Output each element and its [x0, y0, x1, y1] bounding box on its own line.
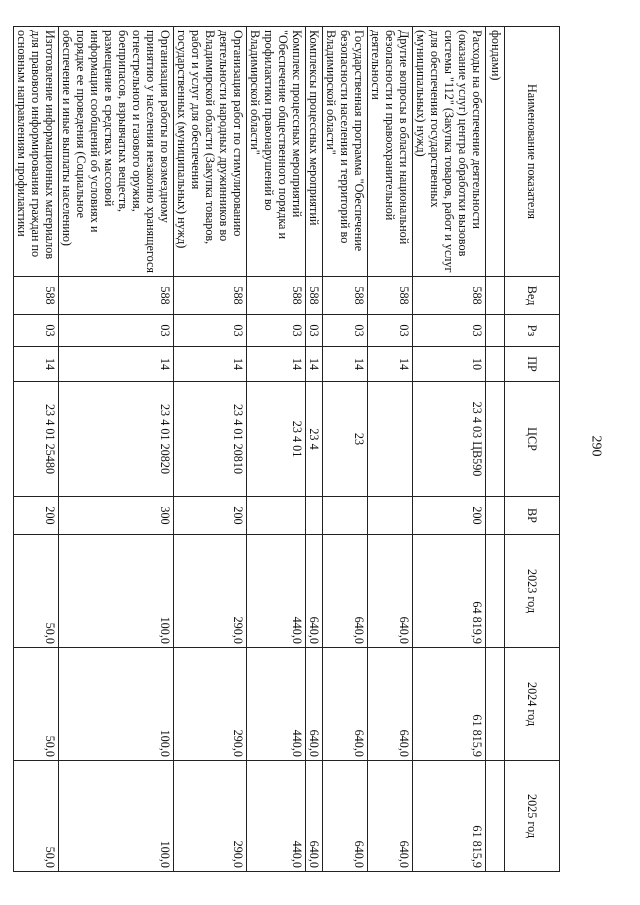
cell-name: Государственная программа "Обеспечение безопасности населения и территорий во Владимирской области"	[323, 27, 368, 277]
cell-pr: 14	[323, 347, 368, 382]
cell-name: Другие вопросы в области национальной безопасности и правоохранительной деятельности	[368, 27, 413, 277]
cell-ved: 588	[174, 277, 247, 315]
cell-csr: 23 4 01 20820	[59, 382, 174, 497]
cell-2023: 440,0	[247, 535, 306, 648]
cell-2024: 640,0	[368, 648, 413, 761]
page-number: 290	[588, 435, 604, 457]
cell-rz: 03	[247, 315, 306, 347]
cell-pr: 10	[413, 347, 486, 382]
header-rz: Рз	[505, 315, 560, 347]
cell-2025: 50,0	[14, 761, 59, 872]
cell-2025: 640,0	[323, 761, 368, 872]
cell-rz: 03	[368, 315, 413, 347]
cell-pr: 14	[306, 347, 323, 382]
header-vr: ВР	[505, 497, 560, 535]
cell-2024: 440,0	[247, 648, 306, 761]
cell-csr: 23 4 03 ЦВ590	[413, 382, 486, 497]
cell-2023: 100,0	[59, 535, 174, 648]
cell-2023	[486, 535, 505, 648]
cell-pr	[486, 347, 505, 382]
cell-rz: 03	[323, 315, 368, 347]
cell-csr: 23 4 01 20810	[174, 382, 247, 497]
cell-name: Комплекс процессных мероприятий "Обеспечение общественного порядка и профилактики правонарушений во Владимирской области"	[247, 27, 306, 277]
cell-pr: 14	[247, 347, 306, 382]
header-2025: 2025 год	[505, 761, 560, 872]
cell-rz: 03	[174, 315, 247, 347]
cell-ved	[486, 277, 505, 315]
cell-2024: 290,0	[174, 648, 247, 761]
cell-csr	[486, 382, 505, 497]
table-row	[413, 27, 486, 872]
cell-vr: 200	[14, 497, 59, 535]
cell-ved: 588	[368, 277, 413, 315]
header-pr: ПР	[505, 347, 560, 382]
cell-rz	[486, 315, 505, 347]
cell-2025: 640,0	[306, 761, 323, 872]
cell-2025: 640,0	[368, 761, 413, 872]
header-2024: 2024 год	[505, 648, 560, 761]
cell-csr	[368, 382, 413, 497]
cell-ved: 588	[306, 277, 323, 315]
cell-vr	[323, 497, 368, 535]
budget-table	[13, 26, 560, 872]
cell-2023: 640,0	[306, 535, 323, 648]
cell-2024: 50,0	[14, 648, 59, 761]
cell-2024: 640,0	[306, 648, 323, 761]
cell-ved: 588	[59, 277, 174, 315]
cell-csr: 23	[323, 382, 368, 497]
cell-ved: 588	[413, 277, 486, 315]
cell-name: Организация работы по возмездному принятию у населения незаконно хранящегося огнестрельного и газового оружия, боеприпасов, взрывчатых веществ, размещение в средствах массовой информации сообщений об условиях и порядке ее проведения (Социальное обеспечение и иные выплаты населению)	[59, 27, 174, 277]
cell-2024	[486, 648, 505, 761]
table-row	[14, 27, 59, 872]
cell-csr: 23 4 01 25480	[14, 382, 59, 497]
rotated-table-frame	[15, 26, 560, 871]
table-header-row	[505, 27, 560, 872]
cell-ved: 588	[323, 277, 368, 315]
header-ved: Вед	[505, 277, 560, 315]
cell-ved: 588	[247, 277, 306, 315]
table-row	[486, 27, 505, 872]
cell-rz: 03	[59, 315, 174, 347]
cell-name: Изготовление информационных материалов для правового информирования граждан по основным направлениям профилактики	[14, 27, 59, 277]
table-row	[247, 27, 306, 872]
cell-vr	[368, 497, 413, 535]
cell-name: Организация работ по стимулированию деятельности народных дружинников во Владимирской области (Закупка товаров, работ и услуг для обеспечения государственных (муниципальных) нужд)	[174, 27, 247, 277]
cell-rz: 03	[413, 315, 486, 347]
cell-2024: 640,0	[323, 648, 368, 761]
table-row	[306, 27, 323, 872]
cell-vr	[486, 497, 505, 535]
cell-name: фондами)	[486, 27, 505, 277]
cell-2025	[486, 761, 505, 872]
cell-vr: 300	[59, 497, 174, 535]
cell-vr: 200	[413, 497, 486, 535]
cell-csr: 23 4	[306, 382, 323, 497]
cell-vr: 200	[174, 497, 247, 535]
header-name: Наименование показателя	[505, 27, 560, 277]
cell-2023: 50,0	[14, 535, 59, 648]
cell-rz: 03	[14, 315, 59, 347]
cell-pr: 14	[14, 347, 59, 382]
cell-2025: 440,0	[247, 761, 306, 872]
cell-2023: 290,0	[174, 535, 247, 648]
cell-vr	[247, 497, 306, 535]
header-csr: ЦСР	[505, 382, 560, 497]
cell-2024: 61 815,9	[413, 648, 486, 761]
cell-2025: 290,0	[174, 761, 247, 872]
cell-ved: 588	[14, 277, 59, 315]
cell-pr: 14	[368, 347, 413, 382]
cell-csr: 23 4 01	[247, 382, 306, 497]
cell-2023: 640,0	[368, 535, 413, 648]
header-2023: 2023 год	[505, 535, 560, 648]
cell-2023: 64 819,9	[413, 535, 486, 648]
cell-pr: 14	[174, 347, 247, 382]
cell-rz: 03	[306, 315, 323, 347]
cell-pr: 14	[59, 347, 174, 382]
table-row	[368, 27, 413, 872]
cell-2025: 61 815,9	[413, 761, 486, 872]
cell-name: Комплексы процессных мероприятий	[306, 27, 323, 277]
table-upright	[15, 26, 560, 871]
table-row	[323, 27, 368, 872]
cell-2023: 640,0	[323, 535, 368, 648]
table-row	[59, 27, 174, 872]
cell-2025: 100,0	[59, 761, 174, 872]
cell-vr	[306, 497, 323, 535]
cell-name: Расходы на обеспечение деятельности (оказание услуг) центра обработки вызовов системы "112" (Закупка товаров, работ и услуг для обеспечения государственных (муниципальных) нужд)	[413, 27, 486, 277]
cell-2024: 100,0	[59, 648, 174, 761]
table-row	[174, 27, 247, 872]
